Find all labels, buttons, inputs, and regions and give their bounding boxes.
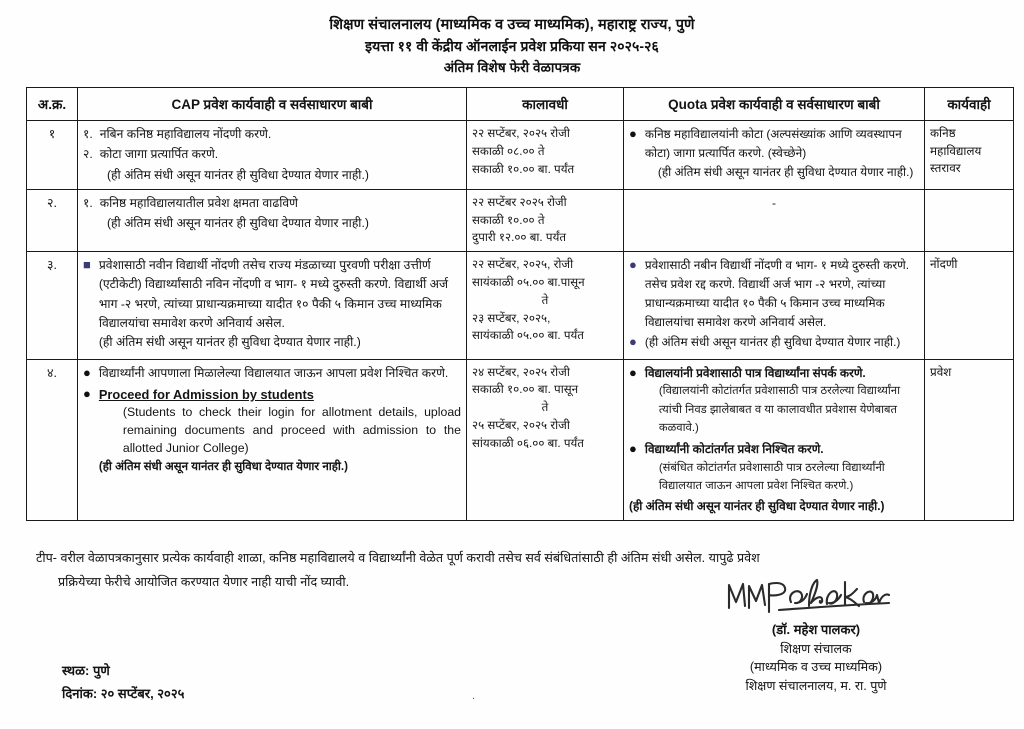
row-4-quota-bullet-1 [629,364,919,438]
row-2-cap-note: (ही अंतिम संधी असून यानंतर ही सुविधा देण्यात येणार नाही.) [107,216,369,231]
duration-line: सकाळी ०८.०० ते [472,144,545,158]
place-row [62,660,184,683]
row-3-quota-cell [624,252,925,359]
duration-line: सकाळी १०.०० बा. पर्यंत [472,162,575,176]
row-2-duration-cell [467,189,624,251]
row-4-duration-cell [467,359,624,521]
table-row [27,252,1014,359]
row-2-action-cell [925,189,1014,251]
item-number: २. [83,147,93,162]
bullet-text: प्रवेशासाठी नबीन विद्यार्थी नोंदणी व भाग- १ मध्ये दुरुस्ती करणे. तसेच प्रवेश रद्द करणे. विद्यार्थी अर्ज भाग -२ भरणे, त्यांच्या प्राधान्यक्रमाच्या यादीत १० पैकी ५ किमान उच्च माध्यमिक विद्यालयांचा समावेश करणे अनिवार्य असेल. [644,258,910,329]
duration-line: सायंकाळी ०५.०० बा. पर्यंत [472,329,584,343]
row-3-duration-cell [467,252,624,359]
signatory-designation: शिक्षण संचालक [780,641,852,656]
place-label: स्थळ: [62,663,90,678]
signature-block [666,572,966,696]
proceed-admission-body [99,404,461,457]
row-1-cap-item-2 [83,145,461,164]
bullet-text: कनिष्ठ महाविद्यालयांनी कोटा (अल्पसंख्यांक आणि व्यवस्थापन कोटा) जागा प्रत्यार्पित करणे. (स्वेच्छेने) [644,127,902,160]
row-4-cap-bullet-2 [83,385,461,475]
row-1-quota-bullet-1 [629,125,919,181]
date-row [62,683,184,706]
row-3-cap-cell [78,252,467,359]
schedule-table [26,87,1014,521]
bullet-note: (ही अंतिम संधी असून यानंतर ही सुविधा देण्यात येणार नाही.) [98,335,361,350]
row-4-action-cell: प्रवेश [925,359,1014,521]
row-4-quota-bullet-2 [629,440,919,496]
header-line-process: इयत्ता ११ वी केंद्रीय ऑनलाईन प्रवेश प्रकिया सन २०२५-२६ [365,38,659,55]
document-header [0,0,1024,79]
col-header-action: कार्यवाही [925,88,1014,121]
bullet-icon: ● [629,257,637,273]
duration-line: सकाळी १०.०० बा. पासून [472,383,579,397]
row-4-cap-cell [78,359,467,521]
bullet-body [99,256,461,352]
row-3-quota-bullet-2 [629,333,919,352]
col-header-duration: कालावधी [467,88,624,121]
signatory-name: (डॉ. महेश पालकर) [771,622,861,637]
row-1-action-cell: कनिष्ठ महाविद्यालय स्तरावर [925,121,1014,190]
row-3-cap-bullet-1 [83,256,461,352]
page-artifact-dot: . [472,690,476,702]
row-4-cap-note: (ही अंतिम संधी असून यानंतर ही सुविधा देण्यात येणार नाही.) [98,459,348,473]
duration-line: सायंकाळी ०५.०० बा.पासून [472,276,585,289]
footer-note-line-2: प्रक्रियेच्या फेरीचे आयोजित करण्यात येणार नाही याची नोंद घ्यावी. [58,574,350,589]
table-head [27,88,1014,121]
item-number: १. [83,195,93,210]
row-4-sr: ४. [27,359,78,521]
row-1-duration-cell [467,121,624,190]
table-body [27,121,1014,521]
signatory-division: (माध्यमिक व उच्च माध्यमिक) [749,660,883,675]
row-3-action-cell: नोंदणी [925,252,1014,359]
row-1-quota-cell [624,121,925,190]
row-3-sr: ३. [27,252,78,359]
duration-line: २५ सप्टेंबर, २०२५ रोजी [472,418,570,432]
col-header-quota: Quota प्रवेश कार्यवाही व सर्वसाधारण बाबी [624,88,925,121]
duration-line: २३ सप्टेंबर, २०२५, [472,311,551,325]
bullet-text: विद्यार्थ्यांनी कोटांतर्गत प्रवेश निश्चित करणे. [644,441,824,456]
bullet-body [645,364,919,438]
item-text: कनिष्ठ महाविद्यालयातील प्रवेश क्षमता वाढविणे [99,195,298,210]
table-row [27,359,1014,521]
bullet-subtext: (संबंधित कोटांतर्गत प्रवेशासाठी पात्र ठरलेल्या विद्यार्थ्यांनी विद्यालयात जाऊन आपला प्रवेश निश्चित करणे.) [658,461,885,493]
table-row [27,121,1014,190]
row-1-cap-note: (ही अंतिम संधी असून यानंतर ही सुविधा देण्यात येणार नाही.) [107,167,369,182]
row-4-quota-note: (ही अंतिम संधी असून यानंतर ही सुविधा देण्यात येणार नाही.) [629,499,885,514]
item-text: कोटा जागा प्रत्यार्पित करणे. [99,147,219,162]
bullet-note: (ही अंतिम संधी असून यानंतर ही सुविधा देण्यात येणार नाही.) [657,164,914,179]
table-row [27,189,1014,251]
place-value: पुणे [92,663,110,678]
row-3-quota-bullet-1 [629,256,919,331]
bullet-icon: ● [629,440,637,456]
bullet-text: प्रवेशासाठी नवीन विद्यार्थी नोंदणी तसेच राज्य मंडळाच्या पुरवणी परीक्षा उत्तीर्ण (एटीकेटी) विद्यार्थ्यांसाठी नविन नोंदणी व भाग- १ मध्ये दुरुस्ती करणे. विद्यार्थी अर्ज भाग -२ भरणे, त्यांच्या प्राधान्यक्रमाच्या यादीत १० पैकी ५ किमान उच्च माध्यमिक विद्यालयांचा समावेश करणे अनिवार्य असेल. [98,258,448,331]
row-2-sr: २. [27,189,78,251]
duration-line: २२ सप्टेंबर, २०२५ रोजी [472,127,570,141]
duration-line: सांयकाळी ०६.०० बा. पर्यंत [472,436,584,450]
col-header-cap: CAP प्रवेश कार्यवाही व सर्वसाधारण बाबी [78,88,467,121]
duration-line: २२ सप्टेंबर २०२५ रोजी [472,195,567,209]
row-1-cap-cell [78,121,467,190]
place-date-block [62,660,184,706]
bullet-text: (ही अंतिम संधी असून यानंतर ही सुविधा देण्यात येणार नाही.) [644,335,901,350]
bullet-body [645,125,919,181]
date-value: २० सप्टेंबर, २०२५ [100,685,185,701]
footer-note-line-1: टीप- वरील वेळापत्रकानुसार प्रत्येक कार्यवाही शाळा, कनिष्ठ महाविद्यालये व विद्यार्थ्यांनी वेळेत पूर्ण करावी तसेच सर्व संबंधितांसाठी ही अंतिम संधी असेल. यापुढे प्रवेश [36,551,760,566]
row-4-cap-bullet-1 [83,364,461,383]
header-line-subtitle: अंतिम विशेष फेरी वेळापत्रक [443,60,581,76]
duration-line: २२ सप्टेंबर, २०२५, रोजी [472,258,574,272]
signatory-office: शिक्षण संचालनालय, म. रा. पुणे [745,679,887,694]
bullet-subtext: (विद्यालयांनी कोटांतर्गत प्रवेशासाठी पात्र ठरलेल्या विद्यार्थ्यांना त्यांची निवड झालेबाबत व या कालावधीत प्रवेशास येणेबाबत कळवावे.) [658,385,901,435]
bullet-icon: ● [83,364,91,380]
bullet-icon: ● [629,364,637,380]
bullet-text: विद्यालयांनी प्रवेशासाठी पात्र विद्यार्थ्यांना संपर्क करणे. [644,365,866,380]
header-line-department: शिक्षण संचालनालय (माध्यमिक व उच्च माध्यमिक), महाराष्ट्र राज्य, पुणे [329,17,695,33]
bullet-icon: ● [83,385,91,401]
item-number: १. [83,127,93,142]
row-2-cap-item-1 [83,194,461,213]
date-label: दिनांक: [62,685,98,701]
bullet-icon: ● [629,334,637,350]
duration-line: २४ सप्टेंबर, २०२५ रोजी [472,365,570,379]
duration-line: दुपारी १२.०० बा. पर्यंत [472,231,567,245]
row-1-cap-item-1 [83,125,461,144]
english-instruction-text: (Students to check their login for allotment details, upload remaining documents and proceed with admission to the allotted Junior College) [122,405,461,456]
handwritten-signature-icon [721,572,911,618]
bullet-icon: ● [629,126,637,142]
table-header-row [27,88,1014,121]
bullet-icon: ■ [83,257,91,273]
schedule-table-wrapper [26,87,998,521]
col-header-sr: अ.क्र. [27,88,78,121]
duration-line: ते [541,401,549,415]
bullet-text: विद्यार्थ्यांनी आपणाला मिळालेल्या विद्यालयात जाऊन आपला प्रवेश निश्चित करणे. [98,365,449,380]
item-text: नबिन कनिष्ठ महाविद्यालय नोंदणी करणे. [99,127,272,142]
row-4-quota-cell [624,359,925,521]
bullet-body [645,440,919,496]
bullet-body [99,385,461,475]
row-2-quota-cell: - [624,189,925,251]
duration-line: सकाळी १०.०० ते [472,213,545,227]
duration-line: ते [541,293,549,307]
row-2-cap-cell [78,189,467,251]
row-1-sr: १ [27,121,78,190]
proceed-admission-heading: Proceed for Admission by students [98,386,314,402]
